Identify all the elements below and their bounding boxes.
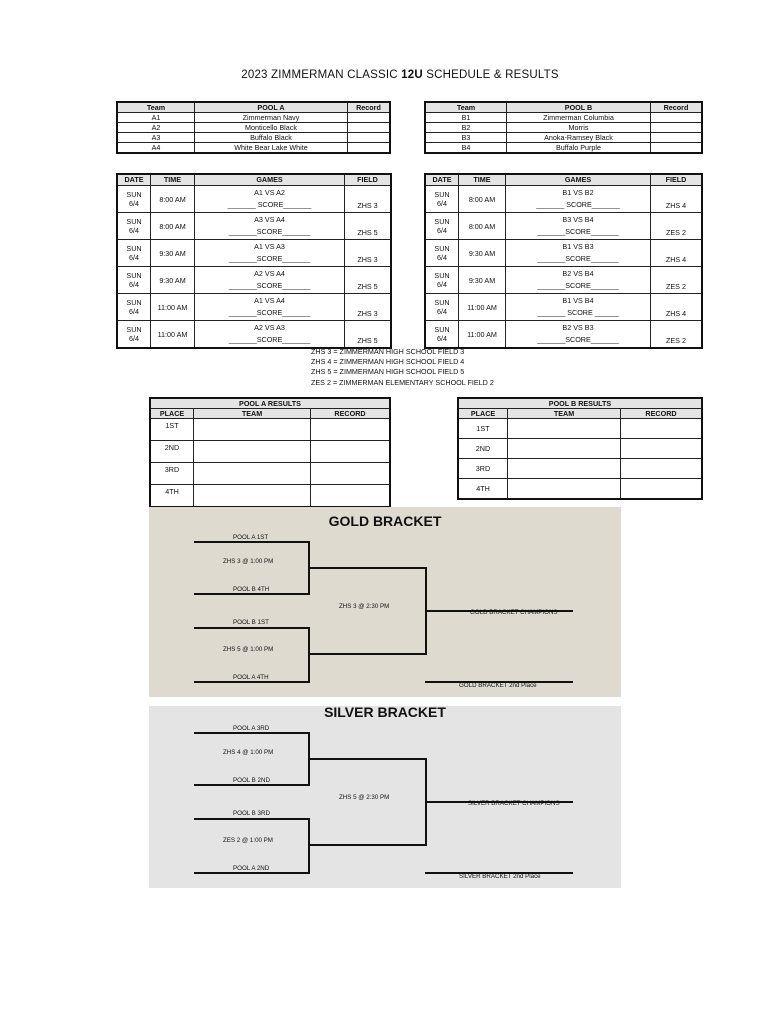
game-time: 8:00 AM bbox=[459, 213, 506, 240]
team-header: TEAM bbox=[194, 409, 311, 419]
game-field: ZHS 4 bbox=[651, 186, 703, 213]
team-name: Buffalo Black bbox=[195, 133, 348, 143]
pool-b-row bbox=[425, 123, 702, 133]
seed-label: POOL B 2ND bbox=[233, 777, 270, 784]
seed-label: POOL B 1ST bbox=[233, 619, 269, 626]
pool-a-row bbox=[117, 143, 390, 154]
seed-label: POOL A 3RD bbox=[233, 725, 270, 732]
game-time: 11:00 AM bbox=[151, 294, 195, 321]
game-row bbox=[425, 240, 702, 267]
pool-b-games-table bbox=[424, 173, 703, 349]
game-date-value: 6/4 bbox=[129, 226, 139, 235]
team-record bbox=[348, 133, 391, 143]
game-date bbox=[117, 186, 151, 213]
game-time: 8:00 AM bbox=[151, 186, 195, 213]
matchup-label: B2 VS B4 bbox=[562, 269, 594, 278]
game-field: ZHS 5 bbox=[345, 267, 392, 294]
game-row bbox=[425, 213, 702, 240]
team-name: Morris bbox=[507, 123, 651, 133]
pool-a-row bbox=[117, 123, 390, 133]
game-date-value: 6/4 bbox=[129, 307, 139, 316]
record-cell bbox=[621, 459, 703, 479]
pool-a-team-header: Team bbox=[117, 102, 195, 113]
score-line: _______SCORE_______ bbox=[228, 254, 311, 263]
team-seed: B4 bbox=[425, 143, 507, 154]
game-date-value: 6/4 bbox=[437, 334, 447, 343]
game-date bbox=[425, 213, 459, 240]
game-row bbox=[117, 321, 391, 349]
team-cell bbox=[508, 439, 621, 459]
game-date bbox=[425, 267, 459, 294]
seed-label: POOL A 2ND bbox=[233, 865, 270, 872]
game-date bbox=[117, 267, 151, 294]
team-record bbox=[348, 113, 391, 123]
game-slot-label: ZHS 5 @ 1:00 PM bbox=[223, 646, 274, 653]
game-day: SUN bbox=[126, 271, 142, 280]
game-matchup bbox=[195, 267, 345, 294]
result-row bbox=[458, 479, 702, 500]
team-record bbox=[651, 113, 703, 123]
team-name: Monticello Black bbox=[195, 123, 348, 133]
game-date-value: 6/4 bbox=[437, 307, 447, 316]
score-line: _______SCORE_______ bbox=[537, 281, 619, 290]
team-seed: A1 bbox=[117, 113, 195, 123]
team-seed: B1 bbox=[425, 113, 507, 123]
legend-item: ZES 2 = ZIMMERMAN ELEMENTARY SCHOOL FIELD 2 bbox=[311, 377, 494, 387]
game-date bbox=[117, 240, 151, 267]
place-header: PLACE bbox=[150, 409, 194, 419]
team-record bbox=[348, 143, 391, 154]
team-seed: A3 bbox=[117, 133, 195, 143]
team-name: Zimmerman Navy bbox=[195, 113, 348, 123]
team-record bbox=[348, 123, 391, 133]
game-field: ZHS 3 bbox=[345, 240, 392, 267]
team-header: TEAM bbox=[508, 409, 621, 419]
game-day: SUN bbox=[434, 217, 450, 226]
game-matchup bbox=[195, 186, 345, 213]
game-field: ZHS 5 bbox=[345, 321, 392, 349]
game-row bbox=[117, 267, 391, 294]
game-time: 8:00 AM bbox=[459, 186, 506, 213]
place-cell: 1ST bbox=[458, 419, 508, 439]
game-row bbox=[425, 294, 702, 321]
silver-bracket-title: SILVER BRACKET bbox=[324, 704, 446, 720]
pool-b-row bbox=[425, 143, 702, 154]
place-cell: 2ND bbox=[150, 441, 194, 463]
field-header: FIELD bbox=[651, 174, 703, 186]
seed-label: POOL B 4TH bbox=[233, 586, 270, 593]
game-matchup bbox=[506, 240, 651, 267]
team-name: Zimmerman Columbia bbox=[507, 113, 651, 123]
game-slot-label: ZHS 3 @ 1:00 PM bbox=[223, 558, 274, 565]
score-line: _______ SCORE_______ bbox=[227, 200, 312, 209]
game-day: SUN bbox=[126, 325, 142, 334]
game-date-value: 6/4 bbox=[129, 199, 139, 208]
pool-a-name-header: POOL A bbox=[195, 102, 348, 113]
team-name: Buffalo Purple bbox=[507, 143, 651, 154]
bracket-line bbox=[194, 541, 310, 543]
game-matchup bbox=[506, 294, 651, 321]
game-date bbox=[425, 240, 459, 267]
record-header: RECORD bbox=[621, 409, 703, 419]
game-time: 11:00 AM bbox=[459, 294, 506, 321]
game-field: ZHS 4 bbox=[651, 240, 703, 267]
pool-a-row bbox=[117, 113, 390, 123]
game-slot-label: ZES 2 @ 1:00 PM bbox=[223, 837, 273, 844]
result-row bbox=[458, 419, 702, 439]
game-time: 9:30 AM bbox=[151, 240, 195, 267]
game-matchup bbox=[506, 267, 651, 294]
game-matchup bbox=[195, 321, 345, 349]
game-day: SUN bbox=[434, 244, 450, 253]
matchup-label: B1 VS B4 bbox=[562, 296, 594, 305]
bracket-line bbox=[308, 844, 426, 846]
place-cell: 3RD bbox=[150, 463, 194, 485]
time-header: TIME bbox=[151, 174, 195, 186]
game-row bbox=[117, 186, 391, 213]
game-time: 8:00 AM bbox=[151, 213, 195, 240]
team-cell bbox=[194, 463, 311, 485]
bracket-line bbox=[308, 567, 426, 569]
record-cell bbox=[621, 419, 703, 439]
legend-item: ZHS 4 = ZIMMERMAN HIGH SCHOOL FIELD 4 bbox=[311, 357, 465, 367]
game-matchup bbox=[506, 186, 651, 213]
team-cell bbox=[194, 419, 311, 441]
game-matchup bbox=[195, 213, 345, 240]
game-day: SUN bbox=[126, 190, 142, 199]
game-date-value: 6/4 bbox=[129, 280, 139, 289]
team-cell bbox=[508, 459, 621, 479]
record-cell bbox=[311, 485, 391, 508]
matchup-label: B1 VS B2 bbox=[562, 188, 594, 197]
team-record bbox=[651, 123, 703, 133]
record-header: RECORD bbox=[311, 409, 391, 419]
pool-a-table bbox=[116, 101, 391, 154]
team-record bbox=[651, 133, 703, 143]
pool-a-row bbox=[117, 133, 390, 143]
game-matchup bbox=[195, 240, 345, 267]
pool-b-row bbox=[425, 113, 702, 123]
gold-bracket bbox=[149, 507, 621, 697]
game-date-value: 6/4 bbox=[437, 199, 447, 208]
game-date-value: 6/4 bbox=[437, 253, 447, 262]
result-row bbox=[150, 463, 390, 485]
score-line: _______SCORE_______ bbox=[228, 227, 311, 236]
game-date bbox=[425, 294, 459, 321]
matchup-label: A2 VS A4 bbox=[254, 269, 285, 278]
score-line: _______ SCORE_______ bbox=[536, 200, 620, 209]
bracket-line bbox=[194, 627, 310, 629]
games-header: GAMES bbox=[506, 174, 651, 186]
team-name: Anoka-Ramsey Black bbox=[507, 133, 651, 143]
matchup-label: A1 VS A3 bbox=[254, 242, 285, 251]
score-line: _______ SCORE ______ bbox=[537, 308, 619, 317]
team-cell bbox=[194, 485, 311, 508]
legend-item: ZHS 5 = ZIMMERMAN HIGH SCHOOL FIELD 5 bbox=[311, 367, 465, 377]
game-date bbox=[425, 321, 459, 349]
bracket-line bbox=[194, 681, 310, 683]
date-header: DATE bbox=[117, 174, 151, 186]
pool-b-record-header: Record bbox=[651, 102, 703, 113]
game-row bbox=[117, 213, 391, 240]
game-day: SUN bbox=[126, 244, 142, 253]
second-place-label: SILVER BRACKET 2nd Place bbox=[459, 873, 541, 880]
game-time: 9:30 AM bbox=[459, 267, 506, 294]
pool-b-results-caption: POOL B RESULTS bbox=[458, 398, 702, 409]
team-seed: A2 bbox=[117, 123, 195, 133]
result-row bbox=[458, 439, 702, 459]
matchup-label: A2 VS A3 bbox=[254, 323, 285, 332]
bracket-line bbox=[194, 784, 310, 786]
record-cell bbox=[621, 439, 703, 459]
place-cell: 4TH bbox=[458, 479, 508, 500]
record-cell bbox=[311, 463, 391, 485]
game-time: 11:00 AM bbox=[151, 321, 195, 349]
game-row bbox=[117, 240, 391, 267]
place-header: PLACE bbox=[458, 409, 508, 419]
page-title: 2023 ZIMMERMAN CLASSIC 12U SCHEDULE & RESULTS bbox=[241, 69, 559, 81]
game-field: ZHS 5 bbox=[345, 213, 392, 240]
game-field: ZES 2 bbox=[651, 321, 703, 349]
field-legend bbox=[311, 347, 494, 388]
pool-b-results-table bbox=[457, 397, 703, 500]
bracket-line bbox=[308, 653, 426, 655]
game-date bbox=[117, 321, 151, 349]
game-date bbox=[117, 213, 151, 240]
place-cell: 4TH bbox=[150, 485, 194, 508]
team-cell bbox=[508, 419, 621, 439]
game-day: SUN bbox=[434, 325, 450, 334]
games-header: GAMES bbox=[195, 174, 345, 186]
result-row bbox=[150, 485, 390, 508]
matchup-label: B2 VS B3 bbox=[562, 323, 594, 332]
pool-a-games-table bbox=[116, 173, 392, 349]
seed-label: POOL A 4TH bbox=[233, 674, 269, 681]
game-field: ZHS 3 bbox=[345, 186, 392, 213]
game-day: SUN bbox=[434, 271, 450, 280]
score-line: _______SCORE_______ bbox=[228, 281, 311, 290]
game-date-value: 6/4 bbox=[129, 334, 139, 343]
bracket-line bbox=[194, 593, 310, 595]
game-date bbox=[117, 294, 151, 321]
game-field: ZES 2 bbox=[651, 213, 703, 240]
team-seed: B2 bbox=[425, 123, 507, 133]
team-cell bbox=[194, 441, 311, 463]
silver-bracket bbox=[149, 706, 621, 888]
matchup-label: A1 VS A2 bbox=[254, 188, 285, 197]
game-date bbox=[425, 186, 459, 213]
gold-bracket-title: GOLD BRACKET bbox=[328, 513, 442, 529]
team-record bbox=[651, 143, 703, 154]
matchup-label: A3 VS A4 bbox=[254, 215, 285, 224]
game-matchup bbox=[195, 294, 345, 321]
place-cell: 1ST bbox=[150, 419, 194, 441]
game-date-value: 6/4 bbox=[129, 253, 139, 262]
pool-b-team-header: Team bbox=[425, 102, 507, 113]
record-cell bbox=[311, 419, 391, 441]
pool-b-table bbox=[424, 101, 703, 154]
champion-label: SILVER BRACKET CHAMPIONS bbox=[468, 800, 560, 807]
bracket-line bbox=[194, 872, 310, 874]
result-row bbox=[458, 459, 702, 479]
bracket-line bbox=[308, 758, 426, 760]
game-row bbox=[425, 267, 702, 294]
score-line: _______SCORE_______ bbox=[537, 335, 619, 344]
game-row bbox=[425, 321, 702, 349]
game-date-value: 6/4 bbox=[437, 280, 447, 289]
game-field: ZES 2 bbox=[651, 267, 703, 294]
place-cell: 3RD bbox=[458, 459, 508, 479]
place-cell: 2ND bbox=[458, 439, 508, 459]
game-time: 9:30 AM bbox=[151, 267, 195, 294]
game-date-value: 6/4 bbox=[437, 226, 447, 235]
game-matchup bbox=[506, 321, 651, 349]
team-seed: B3 bbox=[425, 133, 507, 143]
bracket-line bbox=[194, 732, 310, 734]
game-row bbox=[117, 294, 391, 321]
legend-item: ZHS 3 = ZIMMERMAN HIGH SCHOOL FIELD 3 bbox=[311, 347, 465, 356]
team-name: White Bear Lake White bbox=[195, 143, 348, 154]
game-field: ZHS 3 bbox=[345, 294, 392, 321]
game-day: SUN bbox=[434, 298, 450, 307]
final-game-label: ZHS 3 @ 2:30 PM bbox=[339, 603, 390, 610]
seed-label: POOL A 1ST bbox=[233, 534, 269, 541]
game-row bbox=[425, 186, 702, 213]
game-time: 11:00 AM bbox=[459, 321, 506, 349]
game-day: SUN bbox=[126, 298, 142, 307]
field-header: FIELD bbox=[345, 174, 392, 186]
pool-a-record-header: Record bbox=[348, 102, 391, 113]
score-line: _______SCORE_______ bbox=[228, 335, 311, 344]
pool-a-results-table bbox=[149, 397, 391, 508]
score-line: _______SCORE_______ bbox=[228, 308, 311, 317]
game-slot-label: ZHS 4 @ 1:00 PM bbox=[223, 749, 274, 756]
matchup-label: B3 VS B4 bbox=[562, 215, 594, 224]
game-matchup bbox=[506, 213, 651, 240]
bracket-line bbox=[194, 818, 310, 820]
game-day: SUN bbox=[434, 190, 450, 199]
pool-a-results-caption: POOL A RESULTS bbox=[150, 398, 390, 409]
matchup-label: B1 VS B3 bbox=[562, 242, 594, 251]
pool-b-name-header: POOL B bbox=[507, 102, 651, 113]
pool-b-row bbox=[425, 133, 702, 143]
result-row bbox=[150, 441, 390, 463]
score-line: _______SCORE_______ bbox=[537, 227, 619, 236]
champion-label: GOLD BRACKET CHAMPIONS bbox=[470, 609, 558, 616]
game-time: 9:30 AM bbox=[459, 240, 506, 267]
date-header: DATE bbox=[425, 174, 459, 186]
team-seed: A4 bbox=[117, 143, 195, 154]
result-row bbox=[150, 419, 390, 441]
record-cell bbox=[621, 479, 703, 500]
time-header: TIME bbox=[459, 174, 506, 186]
record-cell bbox=[311, 441, 391, 463]
seed-label: POOL B 3RD bbox=[233, 810, 270, 817]
matchup-label: A1 VS A4 bbox=[254, 296, 285, 305]
second-place-label: GOLD BRACKET 2nd Place bbox=[459, 682, 537, 689]
game-day: SUN bbox=[126, 217, 142, 226]
game-field: ZHS 4 bbox=[651, 294, 703, 321]
final-game-label: ZHS 5 @ 2:30 PM bbox=[339, 794, 390, 801]
team-cell bbox=[508, 479, 621, 500]
score-line: _______SCORE_______ bbox=[537, 254, 619, 263]
